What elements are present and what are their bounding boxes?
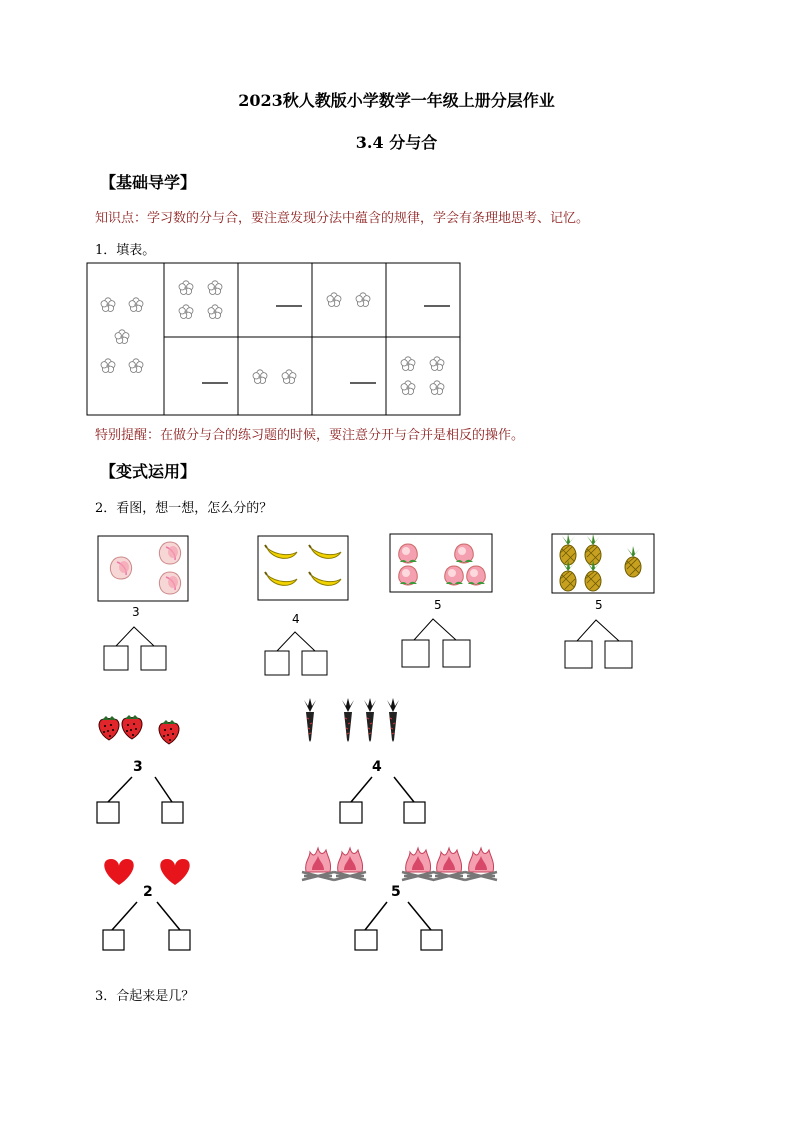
split-total: 3 bbox=[132, 605, 140, 619]
flower-icon bbox=[101, 281, 444, 395]
heart-icon bbox=[104, 859, 189, 885]
page-subtitle: 3.4 分与合 bbox=[355, 133, 438, 152]
split-total: 5 bbox=[434, 598, 442, 612]
peach-icon bbox=[399, 544, 485, 585]
answer-blanks bbox=[202, 306, 450, 383]
page-title: 2023秋人教版小学数学一年级上册分层作业 bbox=[238, 91, 555, 110]
split-total: 4 bbox=[372, 759, 382, 775]
question-2-label: 2．看图，想一想，怎么分的？ bbox=[95, 501, 273, 516]
section-basic: 【基础导学】 bbox=[100, 173, 197, 192]
section-variant: 【变式运用】 bbox=[100, 462, 197, 481]
banana-icon bbox=[265, 545, 341, 585]
campfire-icon bbox=[302, 848, 497, 880]
split-diagram-row-3 bbox=[103, 902, 442, 950]
question-1-label: 1．填表。 bbox=[95, 243, 156, 258]
carrot-icon bbox=[304, 698, 399, 742]
split-diagram-row-1 bbox=[104, 619, 632, 675]
question-3-label: 3．合起来是几？ bbox=[95, 989, 195, 1004]
split-total: 5 bbox=[595, 598, 603, 612]
strawberry-icon bbox=[99, 715, 179, 744]
pineapple-icon bbox=[560, 534, 641, 591]
peach-icon bbox=[110, 542, 180, 594]
knowledge-point: 知识点：学习数的分与合，要注意发现分法中蕴含的规律，学会有条理地思考、记忆。 bbox=[95, 211, 590, 226]
split-diagram-row-2 bbox=[97, 777, 425, 823]
split-total: 3 bbox=[133, 759, 143, 775]
special-reminder: 特别提醒：在做分与合的练习题的时候，要注意分开与合并是相反的操作。 bbox=[95, 428, 525, 443]
split-total: 2 bbox=[143, 884, 153, 900]
split-total: 4 bbox=[292, 612, 300, 626]
split-total: 5 bbox=[391, 884, 401, 900]
